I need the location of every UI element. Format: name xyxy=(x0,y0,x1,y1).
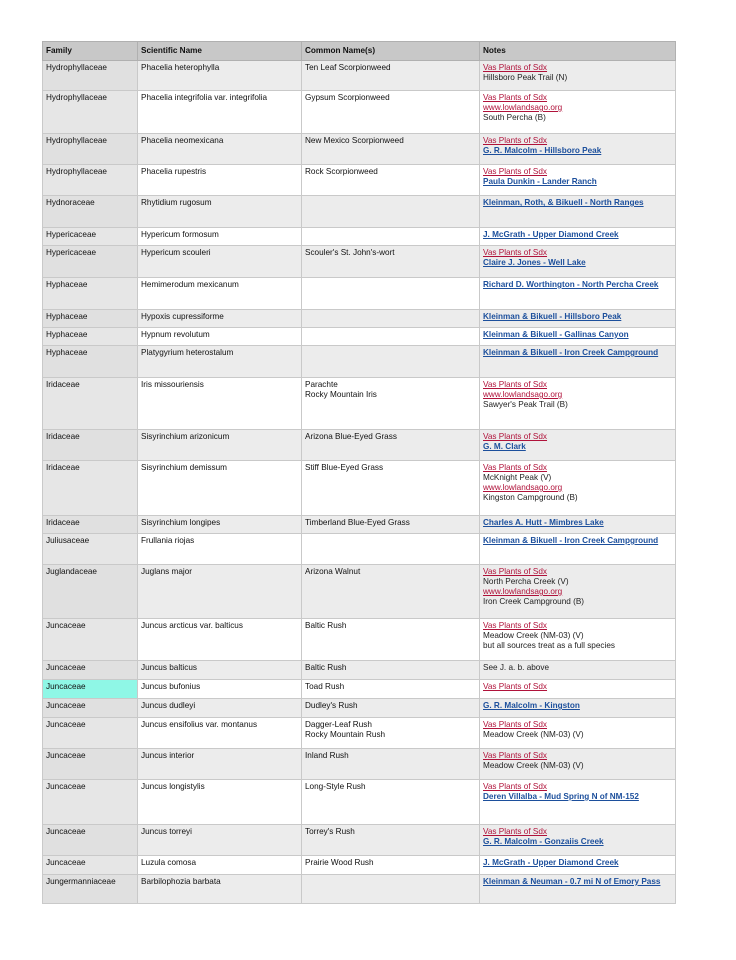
common-name-cell xyxy=(302,856,480,875)
family-cell: Hyphaceae xyxy=(43,346,138,378)
family-cell: Juliusaceae xyxy=(43,534,138,565)
note-link[interactable]: Vas Plants of Sdx xyxy=(483,782,548,791)
scientific-name-cell: Phacelia neomexicana xyxy=(138,134,302,165)
notes-cell xyxy=(480,680,676,699)
common-name-cell xyxy=(302,534,480,565)
scientific-name-cell: Platygyrium heterostalum xyxy=(138,346,302,378)
common-name-cell xyxy=(302,61,480,91)
common-name: Gypsum Scorpionweed xyxy=(305,93,390,102)
family-cell: Juncaceae xyxy=(43,718,138,749)
family-cell: Juglandaceae xyxy=(43,565,138,619)
note-link[interactable]: G. R. Malcolm - Hillsboro Peak xyxy=(483,146,602,155)
table-row xyxy=(43,378,676,430)
common-name: Dagger-Leaf Rush xyxy=(305,720,372,729)
family-cell: Iridaceae xyxy=(43,430,138,461)
table-row xyxy=(43,228,676,246)
notes-cell xyxy=(480,461,676,516)
note-link[interactable]: Vas Plants of Sdx xyxy=(483,167,548,176)
header-family: Family xyxy=(43,42,138,61)
table-row xyxy=(43,278,676,310)
family-cell: Hydrophyllaceae xyxy=(43,134,138,165)
scientific-name-cell: Phacelia rupestris xyxy=(138,165,302,196)
table-row xyxy=(43,718,676,749)
scientific-name-cell: Phacelia heterophylla xyxy=(138,61,302,91)
scientific-name-cell: Hypericum formosum xyxy=(138,228,302,246)
common-name-cell xyxy=(302,749,480,780)
common-name-cell xyxy=(302,246,480,278)
common-name-cell xyxy=(302,699,480,718)
notes-cell xyxy=(480,780,676,825)
note-link[interactable]: Kleinman & Bikuell - Hillsboro Peak xyxy=(483,312,622,321)
note-link[interactable]: Kleinman, Roth, & Bikuell - North Ranges xyxy=(483,198,644,207)
notes-cell xyxy=(480,134,676,165)
note-link[interactable]: Vas Plants of Sdx xyxy=(483,751,548,760)
scientific-name-cell: Juncus interior xyxy=(138,749,302,780)
scientific-name-cell: Juncus balticus xyxy=(138,661,302,680)
header-notes: Notes xyxy=(480,42,676,61)
notes-cell xyxy=(480,278,676,310)
notes-cell xyxy=(480,378,676,430)
scientific-name-cell: Juncus ensifolius var. montanus xyxy=(138,718,302,749)
scientific-name-cell: Luzula comosa xyxy=(138,856,302,875)
notes-cell xyxy=(480,825,676,856)
common-name-cell xyxy=(302,516,480,534)
note-link[interactable]: Vas Plants of Sdx xyxy=(483,463,548,472)
note-link[interactable]: Vas Plants of Sdx xyxy=(483,248,548,257)
common-name-cell xyxy=(302,346,480,378)
notes-cell xyxy=(480,196,676,228)
common-name: Torrey's Rush xyxy=(305,827,355,836)
note-text: See J. a. b. above xyxy=(483,663,549,672)
table-row xyxy=(43,565,676,619)
note-link[interactable]: G. M. Clark xyxy=(483,442,526,451)
note-link[interactable]: G. R. Malcolm - Gonzaiis Creek xyxy=(483,837,604,846)
table-row xyxy=(43,516,676,534)
common-name: Timberland Blue-Eyed Grass xyxy=(305,518,410,527)
family-cell: Iridaceae xyxy=(43,378,138,430)
common-name-cell xyxy=(302,780,480,825)
common-name-cell xyxy=(302,310,480,328)
notes-cell xyxy=(480,328,676,346)
family-cell: Hypericaceae xyxy=(43,228,138,246)
common-name: Prairie Wood Rush xyxy=(305,858,374,867)
note-link[interactable]: Charles A. Hutt - Mimbres Lake xyxy=(483,518,604,527)
header-scientific-name: Scientific Name xyxy=(138,42,302,61)
notes-cell xyxy=(480,61,676,91)
note-link[interactable]: www.lowlandsago.org xyxy=(483,390,563,399)
common-name-cell xyxy=(302,134,480,165)
note-link[interactable]: Kleinman & Neuman - 0.7 mi N of Emory Pass xyxy=(483,877,661,886)
common-name-cell xyxy=(302,661,480,680)
note-text: Iron Creek Campground (B) xyxy=(483,597,585,606)
family-cell: Juncaceae xyxy=(43,749,138,780)
table-row xyxy=(43,661,676,680)
header-row xyxy=(43,42,676,61)
note-link[interactable]: G. R. Malcolm - Kingston xyxy=(483,701,580,710)
common-name: Toad Rush xyxy=(305,682,345,691)
notes-cell xyxy=(480,228,676,246)
common-name-cell xyxy=(302,196,480,228)
common-name-cell xyxy=(302,825,480,856)
notes-cell xyxy=(480,246,676,278)
scientific-name-cell: Hemimerodum mexicanum xyxy=(138,278,302,310)
common-name-cell xyxy=(302,430,480,461)
note-link[interactable]: Vas Plants of Sdx xyxy=(483,682,548,691)
note-link[interactable]: Vas Plants of Sdx xyxy=(483,720,548,729)
common-name: Parachte xyxy=(305,380,338,389)
common-name: Long-Style Rush xyxy=(305,782,366,791)
note-link[interactable]: Vas Plants of Sdx xyxy=(483,136,548,145)
table-row xyxy=(43,328,676,346)
scientific-name-cell: Rhytidium rugosum xyxy=(138,196,302,228)
scientific-name-cell: Juglans major xyxy=(138,565,302,619)
table-row xyxy=(43,134,676,165)
common-name-cell xyxy=(302,378,480,430)
notes-cell xyxy=(480,661,676,680)
family-cell: Juncaceae xyxy=(43,856,138,875)
family-cell: Hydrophyllaceae xyxy=(43,61,138,91)
common-name: Baltic Rush xyxy=(305,621,347,630)
note-text: South Percha (B) xyxy=(483,113,546,122)
family-cell: Hyphaceae xyxy=(43,328,138,346)
notes-cell xyxy=(480,619,676,661)
common-name-cell xyxy=(302,565,480,619)
scientific-name-cell: Sisyrinchium demissum xyxy=(138,461,302,516)
table-row xyxy=(43,780,676,825)
family-cell: Hyphaceae xyxy=(43,310,138,328)
common-name-cell xyxy=(302,165,480,196)
notes-cell xyxy=(480,310,676,328)
table-row xyxy=(43,196,676,228)
common-name: Rocky Mountain Iris xyxy=(305,390,377,399)
common-name: Stiff Blue-Eyed Grass xyxy=(305,463,384,472)
common-name-cell xyxy=(302,328,480,346)
common-name: Inland Rush xyxy=(305,751,349,760)
note-link[interactable]: Vas Plants of Sdx xyxy=(483,567,548,576)
family-cell: Jungermanniaceae xyxy=(43,875,138,904)
note-link[interactable]: www.lowlandsago.org xyxy=(483,483,563,492)
note-link[interactable]: Vas Plants of Sdx xyxy=(483,93,548,102)
family-cell: Juncaceae xyxy=(43,619,138,661)
notes-cell xyxy=(480,91,676,134)
family-cell: Juncaceae xyxy=(43,680,138,699)
common-name-cell xyxy=(302,278,480,310)
family-cell: Juncaceae xyxy=(43,699,138,718)
scientific-name-cell: Barbilophozia barbata xyxy=(138,875,302,904)
species-table xyxy=(42,41,676,904)
note-text: Meadow Creek (NM-03) (V) xyxy=(483,761,584,770)
notes-cell xyxy=(480,856,676,875)
notes-cell xyxy=(480,718,676,749)
note-text: but all sources treat as a full species xyxy=(483,641,615,650)
note-text: Sawyer's Peak Trail (B) xyxy=(483,400,568,409)
table-row xyxy=(43,91,676,134)
scientific-name-cell: Hypoxis cupressiforme xyxy=(138,310,302,328)
note-link[interactable]: Vas Plants of Sdx xyxy=(483,432,548,441)
note-link[interactable]: www.lowlandsago.org xyxy=(483,587,563,596)
scientific-name-cell: Hypericum scouleri xyxy=(138,246,302,278)
note-text: Hillsboro Peak Trail (N) xyxy=(483,73,568,82)
notes-cell xyxy=(480,875,676,904)
common-name-cell xyxy=(302,718,480,749)
note-link[interactable]: Vas Plants of Sdx xyxy=(483,827,548,836)
note-text: Meadow Creek (NM-03) (V) xyxy=(483,730,584,739)
scientific-name-cell: Hypnum revolutum xyxy=(138,328,302,346)
notes-cell xyxy=(480,430,676,461)
family-cell: Hydrophyllaceae xyxy=(43,91,138,134)
common-name: Arizona Walnut xyxy=(305,567,361,576)
common-name-cell xyxy=(302,875,480,904)
family-cell: Hypericaceae xyxy=(43,246,138,278)
table-row xyxy=(43,346,676,378)
table-row xyxy=(43,430,676,461)
note-link[interactable]: Kleinman & Bikuell - Iron Creek Campground xyxy=(483,348,659,357)
note-text: Kingston Campground (B) xyxy=(483,493,578,502)
note-text: Meadow Creek (NM-03) (V) xyxy=(483,631,584,640)
common-name-cell xyxy=(302,461,480,516)
common-name-cell xyxy=(302,680,480,699)
common-name: Arizona Blue-Eyed Grass xyxy=(305,432,397,441)
family-cell: Hydrophyllaceae xyxy=(43,165,138,196)
table-row xyxy=(43,165,676,196)
table-row xyxy=(43,310,676,328)
scientific-name-cell: Juncus bufonius xyxy=(138,680,302,699)
common-name: Baltic Rush xyxy=(305,663,347,672)
family-cell: Juncaceae xyxy=(43,825,138,856)
family-cell: Juncaceae xyxy=(43,780,138,825)
header-common-names: Common Name(s) xyxy=(302,42,480,61)
note-link[interactable]: Claire J. Jones - Well Lake xyxy=(483,258,586,267)
note-link[interactable]: Kleinman & Bikuell - Iron Creek Campground xyxy=(483,536,659,545)
note-link[interactable]: www.lowlandsago.org xyxy=(483,103,563,112)
family-cell: Hyphaceae xyxy=(43,278,138,310)
scientific-name-cell: Phacelia integrifolia var. integrifolia xyxy=(138,91,302,134)
scientific-name-cell: Iris missouriensis xyxy=(138,378,302,430)
scientific-name-cell: Sisyrinchium arizonicum xyxy=(138,430,302,461)
notes-cell xyxy=(480,699,676,718)
note-link[interactable]: Deren Villalba - Mud Spring N of NM-152 xyxy=(483,792,639,801)
scientific-name-cell: Frullania riojas xyxy=(138,534,302,565)
table-row xyxy=(43,61,676,91)
scientific-name-cell: Juncus longistylis xyxy=(138,780,302,825)
note-link[interactable]: Richard D. Worthington - North Percha Creek xyxy=(483,280,659,289)
scientific-name-cell: Sisyrinchium longipes xyxy=(138,516,302,534)
common-name: Ten Leaf Scorpionweed xyxy=(305,63,391,72)
notes-cell xyxy=(480,534,676,565)
common-name: Rocky Mountain Rush xyxy=(305,730,386,739)
note-link[interactable]: J. McGrath - Upper Diamond Creek xyxy=(483,858,619,867)
note-link[interactable]: Paula Dunkin - Lander Ranch xyxy=(483,177,597,186)
common-name-cell xyxy=(302,91,480,134)
notes-cell xyxy=(480,165,676,196)
family-cell: Iridaceae xyxy=(43,461,138,516)
note-link[interactable]: Vas Plants of Sdx xyxy=(483,621,548,630)
common-name: Dudley's Rush xyxy=(305,701,358,710)
table-row xyxy=(43,825,676,856)
scientific-name-cell: Juncus torreyi xyxy=(138,825,302,856)
table-row xyxy=(43,680,676,699)
note-link[interactable]: J. McGrath - Upper Diamond Creek xyxy=(483,230,619,239)
notes-cell xyxy=(480,516,676,534)
table-row xyxy=(43,875,676,904)
note-link[interactable]: Kleinman & Bikuell - Gallinas Canyon xyxy=(483,330,629,339)
scientific-name-cell: Juncus dudleyi xyxy=(138,699,302,718)
common-name-cell xyxy=(302,228,480,246)
common-name: Scouler's St. John's-wort xyxy=(305,248,395,257)
note-text: North Percha Creek (V) xyxy=(483,577,569,586)
table-row xyxy=(43,246,676,278)
note-link[interactable]: Vas Plants of Sdx xyxy=(483,380,548,389)
notes-cell xyxy=(480,565,676,619)
note-text: McKnight Peak (V) xyxy=(483,473,552,482)
notes-cell xyxy=(480,749,676,780)
table-row xyxy=(43,856,676,875)
notes-cell xyxy=(480,346,676,378)
scientific-name-cell: Juncus arcticus var. balticus xyxy=(138,619,302,661)
common-name: Rock Scorpionweed xyxy=(305,167,378,176)
table-row xyxy=(43,619,676,661)
table-row xyxy=(43,699,676,718)
family-cell: Iridaceae xyxy=(43,516,138,534)
table-row xyxy=(43,749,676,780)
common-name-cell xyxy=(302,619,480,661)
family-cell: Juncaceae xyxy=(43,661,138,680)
note-link[interactable]: Vas Plants of Sdx xyxy=(483,63,548,72)
common-name: New Mexico Scorpionweed xyxy=(305,136,404,145)
table-row xyxy=(43,461,676,516)
family-cell: Hydnoraceae xyxy=(43,196,138,228)
table-row xyxy=(43,534,676,565)
